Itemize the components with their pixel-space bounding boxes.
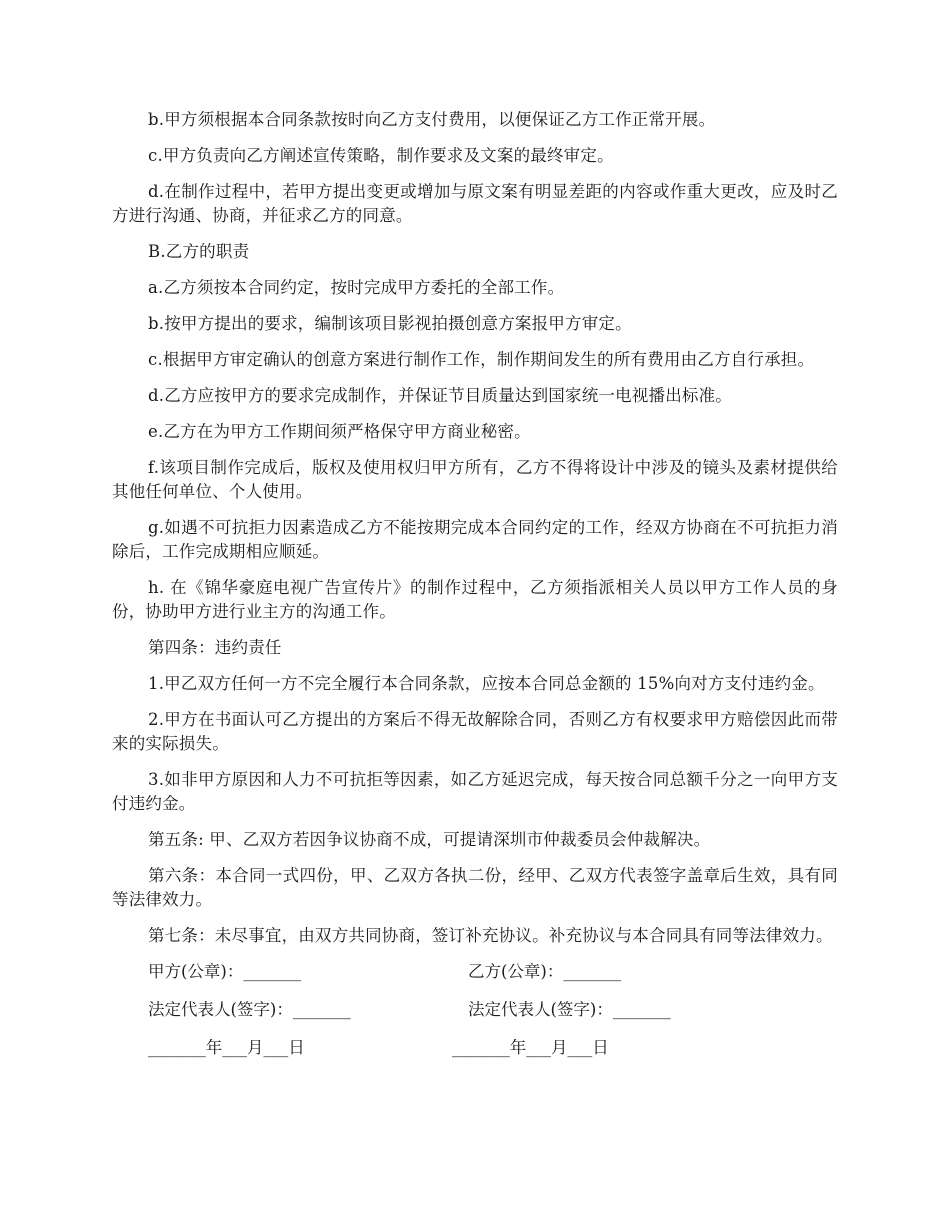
party-a-rep-field: 法定代表人(签字)：_______ — [148, 1000, 351, 1019]
party-b-seal-field: 乙方(公章)：_______ — [468, 962, 622, 981]
article-4-item-2: 2.甲方在书面认可乙方提出的方案后不得无故解除合同，否则乙方有权要求甲方赔偿因此而带来的实际损失。 — [112, 710, 838, 753]
signature-seal-row — [112, 960, 838, 984]
signature-rep-row — [112, 998, 838, 1022]
clause-a-b: b.甲方须根据本合同条款按时向乙方支付费用，以便保证乙方工作正常开展。 — [148, 110, 716, 129]
signature-date-row — [112, 1036, 838, 1060]
party-a-seal-field: 甲方(公章)：_______ — [148, 962, 302, 981]
clause-b-a: a.乙方须按本合同约定，按时完成甲方委托的全部工作。 — [148, 278, 565, 297]
party-a-date-field: _______年___月___日 — [148, 1038, 305, 1057]
clause-b-c: c.根据甲方审定确认的创意方案进行制作工作，制作期间发生的所有费用由乙方自行承担。 — [148, 350, 815, 369]
clause-b-b: b.按甲方提出的要求，编制该项目影视拍摄创意方案报甲方审定。 — [148, 314, 632, 333]
clause-b-d: d.乙方应按甲方的要求完成制作，并保证节目质量达到国家统一电视播出标准。 — [148, 386, 733, 405]
article-4-item-1: 1.甲乙双方任何一方不完全履行本合同条款，应按本合同总金额的 15%向对方支付违约金。 — [148, 674, 825, 693]
clause-a-d: d.在制作过程中，若甲方提出变更或增加与原文案有明显差距的内容或作重大更改，应及时乙方进行沟通、协商，并征求乙方的同意。 — [112, 182, 838, 225]
article-4-item-3: 3.如非甲方原因和人力不可抗拒等因素，如乙方延迟完成，每天按合同总额千分之一向甲方支付违约金。 — [112, 770, 838, 813]
clause-b-h: h. 在《锦华豪庭电视广告宣传片》的制作过程中，乙方须指派相关人员以甲方工作人员的身份，协助甲方进行业主方的沟通工作。 — [112, 578, 838, 621]
party-b-date-field: _______年___月___日 — [452, 1038, 609, 1057]
section-b-heading: B.乙方的职责 — [148, 242, 250, 261]
article-5: 第五条: 甲、乙双方若因争议协商不成，可提请深圳市仲裁委员会仲裁解决。 — [148, 830, 711, 849]
clause-b-e: e.乙方在为甲方工作期间须严格保守甲方商业秘密。 — [148, 422, 531, 441]
clause-b-g: g.如遇不可抗拒力因素造成乙方不能按期完成本合同约定的工作，经双方协商在不可抗拒力消除后，工作完成期相应顺延。 — [112, 518, 838, 561]
clause-a-c: c.甲方负责向乙方阐述宣传策略，制作要求及文案的最终审定。 — [148, 146, 614, 165]
article-4-heading: 第四条：违约责任 — [148, 638, 282, 657]
clause-b-f: f.该项目制作完成后，版权及使用权归甲方所有，乙方不得将设计中涉及的镜头及素材提供给其他任何单位、个人使用。 — [112, 458, 838, 501]
article-6: 第六条：本合同一式四份，甲、乙双方各执二份，经甲、乙双方代表签字盖章后生效，具有同等法律效力。 — [112, 866, 838, 909]
party-b-rep-field: 法定代表人(签字)：_______ — [468, 1000, 671, 1019]
contract-body — [112, 108, 838, 1074]
article-7: 第七条：未尽事宜，由双方共同协商，签订补充协议。补充协议与本合同具有同等法律效力。 — [148, 926, 833, 945]
